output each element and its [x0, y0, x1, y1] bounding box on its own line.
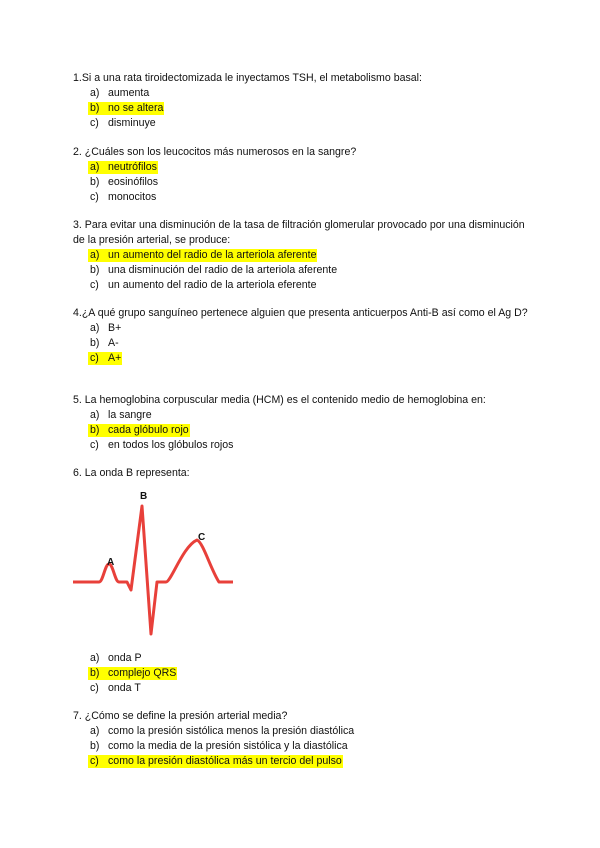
question-text: 2. ¿Cuáles son los leucocitos más numerosos en la sangre? [73, 146, 357, 158]
question-text: 4.¿A qué grupo sanguíneo pertenece alguien que presenta anticuerpos Anti-B así como el Ag D? [73, 307, 528, 319]
option-text: disminuye [108, 117, 156, 129]
option-letter: c) [90, 352, 99, 364]
option-text: cada glóbulo rojo [108, 424, 189, 436]
option-text: una disminución del radio de la arteriola aferente [108, 264, 338, 276]
question-4 [73, 306, 533, 366]
ecg-figure [73, 484, 233, 646]
option-a [73, 86, 533, 101]
option-letter: c) [90, 439, 99, 451]
option-text: un aumento del radio de la arteriola aferente [108, 249, 317, 261]
option-a [73, 321, 533, 336]
question-1 [73, 71, 533, 131]
option-c [73, 190, 533, 205]
option-text: complejo QRS [108, 667, 177, 679]
option-c [73, 351, 533, 366]
options-list [73, 651, 533, 696]
option-letter: b) [90, 740, 100, 752]
question-3 [73, 218, 533, 293]
option-b [73, 666, 533, 681]
wave-label-a: A [107, 557, 115, 568]
option-c [73, 681, 533, 696]
option-text: onda T [108, 682, 141, 694]
option-text: un aumento del radio de la arteriola eferente [108, 279, 317, 291]
option-b [73, 263, 533, 278]
wave-label-b: B [140, 491, 148, 502]
question-5 [73, 393, 533, 453]
option-c [73, 116, 533, 131]
question-text: 3. Para evitar una disminución de la tasa de filtración glomerular provocado por una disminución de la presión arterial, se produce: [73, 219, 528, 246]
option-text: onda P [108, 652, 142, 664]
option-a [73, 248, 533, 263]
option-text: neutrófilos [108, 161, 157, 173]
option-letter: b) [90, 424, 100, 436]
option-text: en todos los glóbulos rojos [108, 439, 234, 451]
option-letter: a) [90, 409, 100, 421]
option-text: la sangre [108, 409, 152, 421]
option-letter: c) [90, 191, 99, 203]
option-letter: a) [90, 249, 100, 261]
option-letter: b) [90, 667, 100, 679]
option-text: eosinófilos [108, 176, 159, 188]
option-letter: a) [90, 652, 100, 664]
option-text: A- [108, 337, 119, 349]
options-list [73, 408, 533, 453]
option-text: no se altera [108, 102, 164, 114]
option-b [73, 423, 533, 438]
option-b [73, 739, 533, 754]
option-c [73, 754, 533, 769]
option-c [73, 438, 533, 453]
wave-label-c: C [198, 532, 206, 543]
option-letter: b) [90, 102, 100, 114]
option-letter: a) [90, 87, 100, 99]
options-list [73, 321, 533, 366]
option-a [73, 724, 533, 739]
option-letter: c) [90, 682, 99, 694]
option-text: B+ [108, 322, 122, 334]
question-2 [73, 145, 533, 205]
option-letter: c) [90, 755, 99, 767]
option-text: como la presión diastólica más un tercio del pulso [108, 755, 342, 767]
option-text: A+ [108, 352, 122, 364]
option-letter: b) [90, 337, 100, 349]
question-7 [73, 709, 533, 769]
option-letter: a) [90, 322, 100, 334]
option-text: como la media de la presión sistólica y la diastólica [108, 740, 348, 752]
option-text: aumenta [108, 87, 150, 99]
question-text: 6. La onda B representa: [73, 467, 190, 479]
option-letter: a) [90, 725, 100, 737]
options-list [73, 248, 533, 293]
option-letter: b) [90, 264, 100, 276]
option-a [73, 160, 533, 175]
ecg-trace [73, 506, 233, 634]
option-text: monocitos [108, 191, 157, 203]
options-list [73, 86, 533, 131]
question-text: 1.Si a una rata tiroidectomizada le inyectamos TSH, el metabolismo basal: [73, 72, 422, 84]
options-list [73, 724, 533, 769]
option-letter: b) [90, 176, 100, 188]
option-letter: c) [90, 279, 99, 291]
option-letter: c) [90, 117, 99, 129]
option-a [73, 408, 533, 423]
ecg-diagram [73, 484, 233, 646]
question-6 [73, 466, 533, 481]
option-a [73, 651, 533, 666]
option-b [73, 175, 533, 190]
option-b [73, 336, 533, 351]
options-list [73, 160, 533, 205]
option-text: como la presión sistólica menos la presión diastólica [108, 725, 355, 737]
question-text: 7. ¿Cómo se define la presión arterial media? [73, 710, 288, 722]
question-text: 5. La hemoglobina corpuscular media (HCM) es el contenido medio de hemoglobina en: [73, 394, 486, 406]
option-c [73, 278, 533, 293]
question-6-options [73, 651, 533, 696]
option-letter: a) [90, 161, 100, 173]
option-b [73, 101, 533, 116]
